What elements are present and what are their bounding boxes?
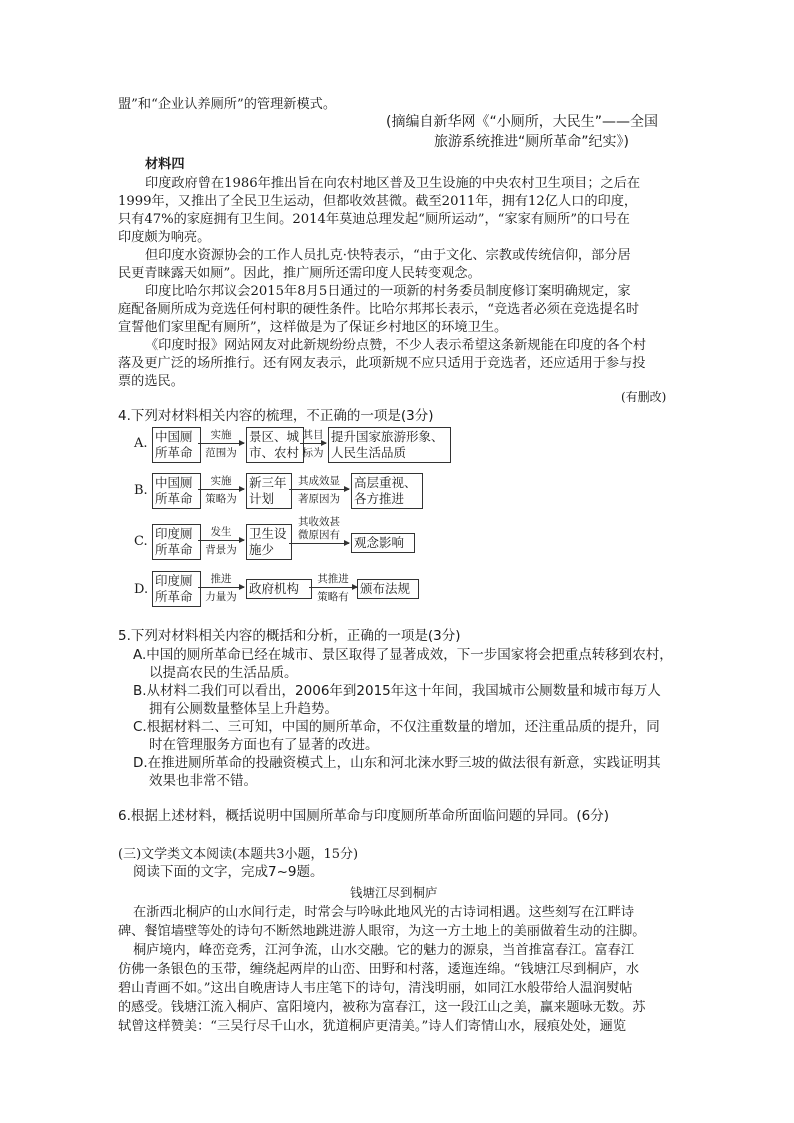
q4-d-box2: 政府机构 — [246, 579, 312, 599]
q4-a-box1: 中国厕 所革命 — [152, 427, 201, 463]
q5-stem: 5.下列对材料相关内容的概括和分析，正确的一项是(3分) — [118, 628, 461, 644]
passage-p2-l4: 的感受。钱塘江流入桐庐、富阳境内，被称为富春江，这一段江山之美，赢来题咏无数。苏 — [118, 1000, 646, 1015]
material4-p1-l4: 印度颇为响亮。 — [118, 230, 211, 245]
q4-b-arrow2-bot: 著原因为 — [298, 493, 340, 505]
passage-p1-l1: 在浙西北桐庐的山水间行走，时常会与吟咏此地风光的古诗词相遇。这些刻写在江畔诗 — [133, 905, 635, 920]
q4-stem: 4.下列对材料相关内容的梳理，不正确的一项是(3分) — [118, 408, 434, 424]
q4-c-arrow1 — [198, 540, 244, 541]
q4-c-box3: 观念影响 — [351, 533, 415, 553]
q5-option-c-l2: 时在管理服务方面也有了显著的改进。 — [149, 737, 379, 753]
material4-p3-l2: 庭配备厕所成为竞选任何村职的硬性条件。比哈尔邦邦长表示，“竞选者必须在竞选提名时 — [118, 302, 640, 317]
material4-p3-l3: 宣誓他们家里配有厕所”，这样做是为了保证乡村地区的环境卫生。 — [118, 320, 508, 335]
q6-stem: 6.根据上述材料，概括说明中国厕所革命与印度厕所革命所面临问题的异同。(6分) — [118, 808, 610, 824]
q4-c-arrow2-bot: 微原因有 — [298, 529, 340, 541]
q5-option-d-l2: 效果也非常不错。 — [149, 773, 257, 789]
q4-b-arrow1-bot: 策略为 — [205, 493, 237, 505]
q4-c-box2: 卫生设 施少 — [246, 524, 292, 560]
q4-d-box3: 颁布法规 — [357, 579, 419, 599]
section3-instruction: 阅读下面的文字，完成7~9题。 — [133, 864, 324, 880]
passage-p1-l2: 碑、餐馆墙壁等处的诗句不断然地跳进游人眼帘，为这一方土地上的美丽做着生动的注脚。 — [118, 924, 646, 939]
q4-a-box3: 提升国家旅游形象、 人民生活品质 — [328, 427, 451, 463]
source-citation-line2: 旅游系统推进“厕所革命”纪实》) — [434, 134, 629, 150]
q4-b-arrow2-top: 其成效显 — [298, 475, 340, 487]
q5-option-b-l2: 拥有公厕数量整体呈上升趋势。 — [149, 701, 338, 717]
material4-p4-l3: 票的选民。 — [118, 374, 184, 389]
q4-b-arrow1 — [198, 489, 244, 490]
q5-option-b-l1: B.从材料二我们可以看出，2006年到2015年这十年间，我国城市公厕数量和城市每万人 — [133, 683, 661, 699]
q4-d-arrow1-top: 推进 — [210, 573, 232, 585]
edit-note: (有删改) — [621, 390, 667, 404]
q4-b-box3: 高层重视、 各方推进 — [351, 473, 423, 509]
material4-p1-l2: 1999年，又推出了全民卫生运动，但都收效甚微。截至2011年，拥有12亿人口的印度， — [118, 194, 638, 209]
passage-p2-l1: 桐庐境内，峰峦竞秀，江河争流，山水交融。它的魅力的源泉，当首推富春江。富春江 — [133, 943, 635, 958]
q4-option-d-label: D. — [134, 582, 149, 597]
material4-p1-l3: 只有47%的家庭拥有卫生间。2014年莫迪总理发起“厕所运动”，“家家有厕所”的口号在 — [118, 212, 630, 227]
q4-a-arrow1-top: 实施 — [210, 429, 232, 441]
q4-c-box1: 印度厕 所革命 — [152, 524, 201, 560]
q4-option-a-label: A. — [134, 436, 148, 451]
q4-option-c-label: C. — [134, 534, 148, 549]
q4-d-arrow2 — [309, 587, 357, 588]
passage-title: 钱塘江尽到桐庐 — [350, 885, 438, 900]
q4-option-b-label: B. — [134, 483, 148, 498]
q4-a-arrow1 — [198, 443, 244, 444]
passage-p2-l5: 轼曾这样赞美：“三吴行尽千山水，犹道桐庐更清美。”诗人们寄情山水，屐痕处处，逦览 — [118, 1019, 627, 1034]
material4-title: 材料四 — [145, 157, 185, 172]
passage-p2-l3: 碧山青画不如。”这出自晚唐诗人韦庄笔下的诗句，清浅明丽，如同江水般带给人温润熨帖 — [118, 981, 633, 996]
q4-b-arrow2 — [289, 489, 349, 490]
material4-p2-l2: 民更青睐露天如厕”。因此，推广厕所还需印度人民转变观念。 — [118, 266, 481, 281]
q4-b-arrow1-top: 实施 — [210, 475, 232, 487]
q4-c-arrow2-top: 其收效甚 — [298, 516, 340, 528]
q4-d-arrow2-top: 其推进 — [317, 573, 349, 585]
passage-p2-l2: 仿佛一条银色的玉带，缠绕起两岸的山峦、田野和村落，逶迤连绵。“钱塘江尽到桐庐，水 — [118, 962, 640, 977]
source-citation-line1: (摘编自新华网《“小厕所，大民生”——全国 — [386, 114, 658, 130]
q5-option-a-l2: 以提高农民的生活品质。 — [149, 665, 298, 681]
q4-a-arrow2-bot: 标为 — [302, 447, 324, 459]
q4-a-arrow2 — [300, 443, 326, 444]
q4-c-arrow2 — [289, 543, 349, 544]
q4-c-arrow1-bot: 背景为 — [205, 544, 237, 556]
material4-p2-l1: 但印度水资源协会的工作人员扎克·快特表示，“由于文化、宗教或传统信仰，部分居 — [145, 248, 631, 263]
q4-d-box1: 印度厕 所革命 — [152, 571, 201, 607]
continued-line: 盟”和“企业认养厕所”的管理新模式。 — [118, 97, 337, 112]
q4-a-arrow2-top: 其目 — [302, 429, 324, 441]
section3-heading: (三)文学类文本阅读(本题共3小题，15分) — [118, 847, 359, 862]
material4-p3-l1: 印度比哈尔邦议会2015年8月5日通过的一项新的村务委员制度修订案明确规定，家 — [145, 284, 631, 299]
q4-b-box2: 新三年 计划 — [246, 473, 292, 509]
q4-c-arrow1-top: 发生 — [210, 526, 232, 538]
q5-option-c-l1: C.根据材料二、三可知，中国的厕所革命，不仅注重数量的增加，还注重品质的提升，同 — [133, 719, 660, 735]
q4-a-box2: 景区、城 市、农村 — [246, 427, 304, 463]
material4-p1-l1: 印度政府曾在1986年推出旨在向农村地区普及卫生设施的中央农村卫生项目；之后在 — [145, 176, 641, 191]
q4-b-box1: 中国厕 所革命 — [152, 473, 201, 509]
material4-p4-l1: 《印度时报》网站网友对此新规纷纷点赞，不少人表示希望这条新规能在印度的各个村 — [145, 338, 647, 353]
q5-option-a-l1: A.中国的厕所革命已经在城市、景区取得了显著成效，下一步国家将会把重点转移到农村， — [133, 647, 673, 663]
material4-p4-l2: 落及更广泛的场所推行。还有网友表示，此项新规不应只适用于竞选者，还应适用于参与投 — [118, 356, 646, 371]
q4-a-arrow1-bot: 范围为 — [205, 447, 237, 459]
q4-d-arrow2-bot: 策略有 — [317, 591, 349, 603]
q4-d-arrow1-bot: 力量为 — [205, 591, 237, 603]
q5-option-d-l1: D.在推进厕所革命的投融资模式上，山东和河北涞水野三坡的做法很有新意，实践证明其 — [133, 755, 661, 771]
q4-d-arrow1 — [198, 587, 244, 588]
